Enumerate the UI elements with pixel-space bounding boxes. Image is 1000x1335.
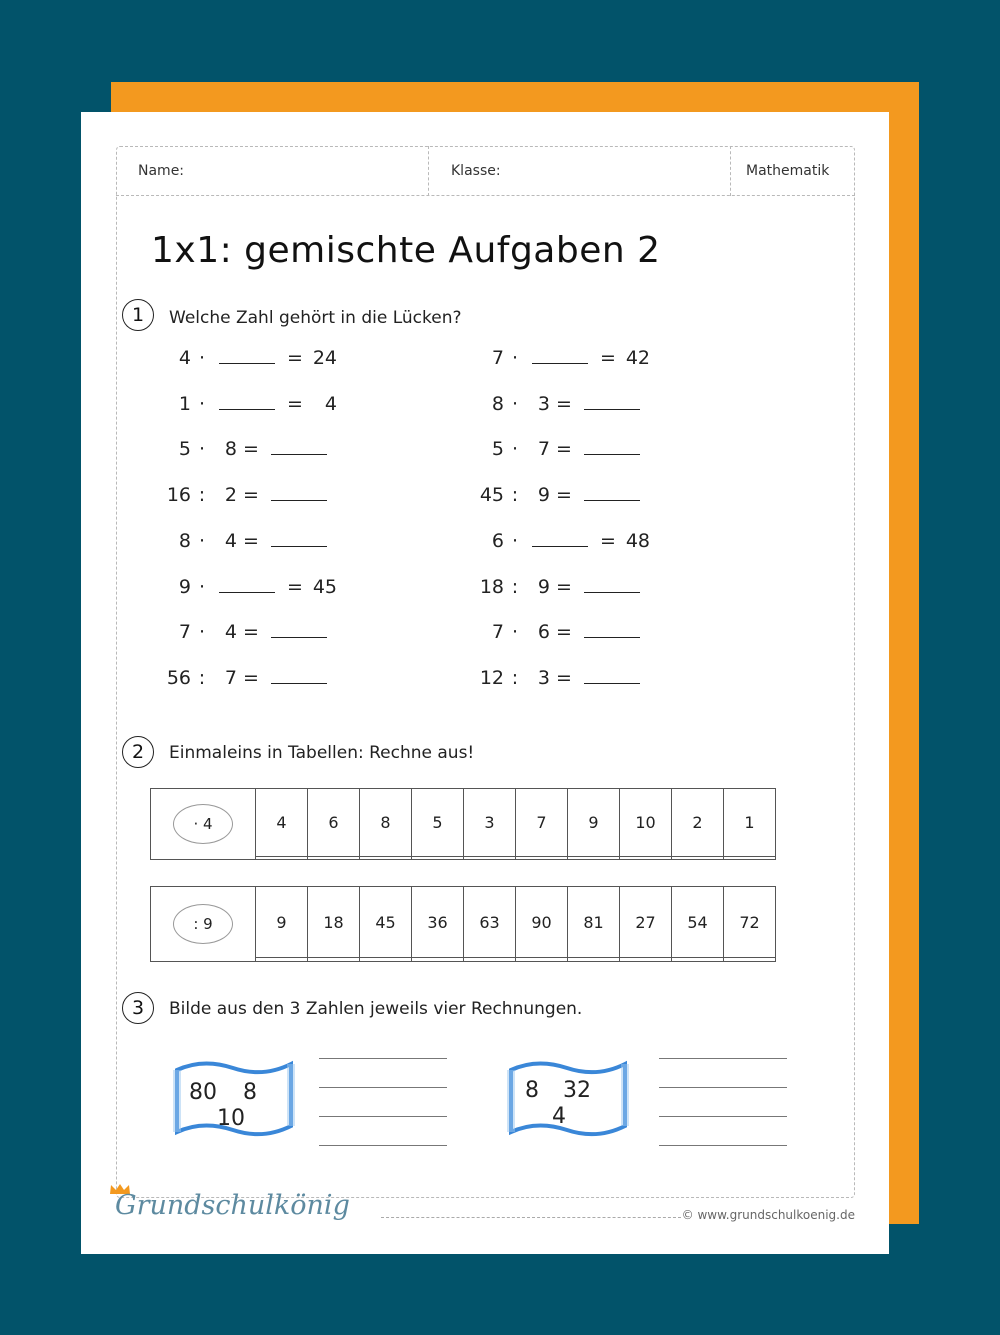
divide-operator: : xyxy=(198,484,206,507)
answer-blank xyxy=(584,440,640,455)
class-label: Klasse: xyxy=(451,163,501,179)
operand-b: 9 xyxy=(537,484,550,507)
divide-operator: : xyxy=(511,575,519,598)
answer-blank xyxy=(271,532,327,547)
equals-sign: = xyxy=(281,392,309,415)
answer-cell[interactable] xyxy=(516,958,568,962)
task-number-2: 2 xyxy=(122,736,154,768)
answer-line xyxy=(319,1087,447,1088)
input-value-cell: 54 xyxy=(672,887,724,958)
answer-blank xyxy=(271,440,327,455)
input-value-cell: 5 xyxy=(412,789,464,857)
equals-sign: = xyxy=(550,392,578,415)
task-number-1: 1 xyxy=(122,299,154,331)
header-divider xyxy=(730,146,731,196)
banner-number: 32 xyxy=(563,1078,591,1103)
equals-sign: = xyxy=(237,621,265,644)
multiply-operator: · xyxy=(511,438,519,461)
equation xyxy=(163,530,333,552)
equals-sign: = xyxy=(237,666,265,689)
equation xyxy=(163,484,333,506)
answer-blank xyxy=(584,669,640,684)
multiply-operator: · xyxy=(198,392,206,415)
multiply-operator: · xyxy=(198,621,206,644)
banner-number: 8 xyxy=(525,1078,539,1103)
operator-cell xyxy=(151,887,256,962)
operand-a: 7 xyxy=(178,621,191,644)
equation xyxy=(476,484,646,506)
operand-b: 7 xyxy=(537,438,550,461)
multiply-operator: · xyxy=(198,529,206,552)
banner-number: 4 xyxy=(552,1104,566,1129)
input-value-cell: 36 xyxy=(412,887,464,958)
input-value-cell: 81 xyxy=(568,887,620,958)
operand-a: 16 xyxy=(166,484,191,507)
answer-blank xyxy=(271,623,327,638)
footer-divider xyxy=(381,1217,681,1218)
operand-a: 6 xyxy=(491,529,504,552)
answer-line xyxy=(319,1058,447,1059)
answer-cell[interactable] xyxy=(412,856,464,859)
division-table xyxy=(150,886,776,962)
multiplication-table xyxy=(150,788,776,860)
operand-a: 5 xyxy=(491,438,504,461)
multiply-operator: · xyxy=(511,529,519,552)
input-value-cell: 63 xyxy=(464,887,516,958)
result: 24 xyxy=(312,347,337,369)
input-value-cell: 3 xyxy=(464,789,516,857)
multiply-operator: · xyxy=(198,347,206,369)
operator-oval: : 9 xyxy=(173,904,233,944)
banner-number: 10 xyxy=(217,1106,245,1131)
answer-cell[interactable] xyxy=(672,958,724,962)
brand-logo: Grundschulkönig xyxy=(115,1190,350,1221)
answer-blank xyxy=(271,669,327,684)
answer-blank xyxy=(219,578,275,593)
answer-cell[interactable] xyxy=(464,856,516,859)
operand-a: 5 xyxy=(178,438,191,461)
answer-cell[interactable] xyxy=(620,856,672,859)
input-value-cell: 18 xyxy=(308,887,360,958)
answer-blank xyxy=(532,349,588,364)
result: 45 xyxy=(312,575,337,598)
answer-blank xyxy=(219,395,275,410)
answer-line xyxy=(319,1116,447,1117)
banner-number: 80 xyxy=(189,1080,217,1105)
multiply-operator: · xyxy=(198,575,206,598)
operand-b: 6 xyxy=(537,621,550,644)
result: 48 xyxy=(625,529,650,552)
answer-line xyxy=(659,1087,787,1088)
answer-blank xyxy=(532,532,588,547)
task1-instruction: Welche Zahl gehört in die Lücken? xyxy=(169,308,462,328)
answer-cell[interactable] xyxy=(724,856,776,859)
input-value-cell: 90 xyxy=(516,887,568,958)
operand-a: 7 xyxy=(491,347,504,369)
answer-line xyxy=(659,1058,787,1059)
answer-cell[interactable] xyxy=(724,958,776,962)
answer-cell[interactable] xyxy=(516,856,568,859)
header-row xyxy=(116,146,855,196)
divide-operator: : xyxy=(511,484,519,507)
result: 4 xyxy=(324,392,337,415)
answer-line xyxy=(319,1145,447,1146)
task2-instruction: Einmaleins in Tabellen: Rechne aus! xyxy=(169,743,475,763)
task-number-3: 3 xyxy=(122,992,154,1024)
multiply-operator: · xyxy=(198,438,206,461)
copyright: © www.grundschulkoenig.de xyxy=(681,1208,855,1222)
equals-sign: = xyxy=(237,484,265,507)
input-value-cell: 7 xyxy=(516,789,568,857)
answer-cell[interactable] xyxy=(360,856,412,859)
divide-operator: : xyxy=(198,666,206,689)
answer-blank xyxy=(584,623,640,638)
operand-a: 45 xyxy=(479,484,504,507)
equation xyxy=(163,438,333,460)
input-value-cell: 10 xyxy=(620,789,672,857)
divide-operator: : xyxy=(511,666,519,689)
answer-cell[interactable] xyxy=(412,958,464,962)
operand-a: 18 xyxy=(479,575,504,598)
answer-cell[interactable] xyxy=(256,958,308,962)
operator-cell xyxy=(151,789,256,860)
equals-sign: = xyxy=(237,438,265,461)
answer-cell[interactable] xyxy=(360,958,412,962)
equation xyxy=(476,530,650,552)
operand-b: 7 xyxy=(224,666,237,689)
multiply-operator: · xyxy=(511,621,519,644)
equals-sign: = xyxy=(594,529,622,552)
operator-oval: · 4 xyxy=(173,804,233,844)
answer-cell[interactable] xyxy=(620,958,672,962)
answer-cell[interactable] xyxy=(672,856,724,859)
multiply-operator: · xyxy=(511,392,519,415)
task3-instruction: Bilde aus den 3 Zahlen jeweils vier Rechnungen. xyxy=(169,999,583,1019)
equals-sign: = xyxy=(550,666,578,689)
equation xyxy=(476,667,646,689)
equals-sign: = xyxy=(594,347,622,369)
number-banner xyxy=(507,1056,631,1136)
subject-label: Mathematik xyxy=(746,163,830,179)
operand-a: 56 xyxy=(166,666,191,689)
operand-a: 12 xyxy=(479,666,504,689)
operand-b: 4 xyxy=(224,621,237,644)
input-value-cell: 72 xyxy=(724,887,776,958)
equals-sign: = xyxy=(237,529,265,552)
answer-cell[interactable] xyxy=(568,958,620,962)
equals-sign: = xyxy=(550,575,578,598)
worksheet-page xyxy=(81,112,889,1254)
operand-b: 3 xyxy=(537,392,550,415)
equals-sign: = xyxy=(550,438,578,461)
operand-a: 4 xyxy=(178,347,191,369)
equation xyxy=(163,393,337,415)
banner-number: 8 xyxy=(243,1080,257,1105)
header-divider xyxy=(428,146,429,196)
equation xyxy=(163,347,337,369)
answer-cell[interactable] xyxy=(464,958,516,962)
answer-cell[interactable] xyxy=(256,856,308,859)
number-banner xyxy=(173,1056,297,1136)
answer-blank xyxy=(271,486,327,501)
answer-blank xyxy=(584,578,640,593)
answer-blank xyxy=(584,395,640,410)
input-value-cell: 27 xyxy=(620,887,672,958)
operand-b: 3 xyxy=(537,666,550,689)
answer-cell[interactable] xyxy=(568,856,620,859)
input-value-cell: 4 xyxy=(256,789,308,857)
input-value-cell: 9 xyxy=(256,887,308,958)
result: 42 xyxy=(625,347,650,369)
multiply-operator: · xyxy=(511,347,519,369)
answer-line xyxy=(659,1116,787,1117)
equation xyxy=(163,667,333,689)
operand-a: 9 xyxy=(178,575,191,598)
operand-b: 2 xyxy=(224,484,237,507)
input-value-cell: 6 xyxy=(308,789,360,857)
input-value-cell: 1 xyxy=(724,789,776,857)
equals-sign: = xyxy=(281,575,309,598)
operand-b: 8 xyxy=(224,438,237,461)
input-value-cell: 2 xyxy=(672,789,724,857)
operand-a: 1 xyxy=(178,392,191,415)
answer-cell[interactable] xyxy=(308,958,360,962)
equation xyxy=(476,393,646,415)
answer-cell[interactable] xyxy=(308,856,360,859)
name-label: Name: xyxy=(138,163,185,179)
answer-line xyxy=(659,1145,787,1146)
operand-b: 4 xyxy=(224,529,237,552)
equation xyxy=(476,438,646,460)
equation xyxy=(476,576,646,598)
operand-a: 8 xyxy=(178,529,191,552)
answer-blank xyxy=(584,486,640,501)
equation xyxy=(476,347,650,369)
input-value-cell: 8 xyxy=(360,789,412,857)
page-title: 1x1: gemischte Aufgaben 2 xyxy=(151,230,661,271)
equals-sign: = xyxy=(550,621,578,644)
operand-b: 9 xyxy=(537,575,550,598)
operand-a: 8 xyxy=(491,392,504,415)
equals-sign: = xyxy=(281,347,309,369)
equation xyxy=(476,621,646,643)
answer-blank xyxy=(219,349,275,364)
equation xyxy=(163,576,337,598)
equals-sign: = xyxy=(550,484,578,507)
equation xyxy=(163,621,333,643)
input-value-cell: 45 xyxy=(360,887,412,958)
operand-a: 7 xyxy=(491,621,504,644)
input-value-cell: 9 xyxy=(568,789,620,857)
